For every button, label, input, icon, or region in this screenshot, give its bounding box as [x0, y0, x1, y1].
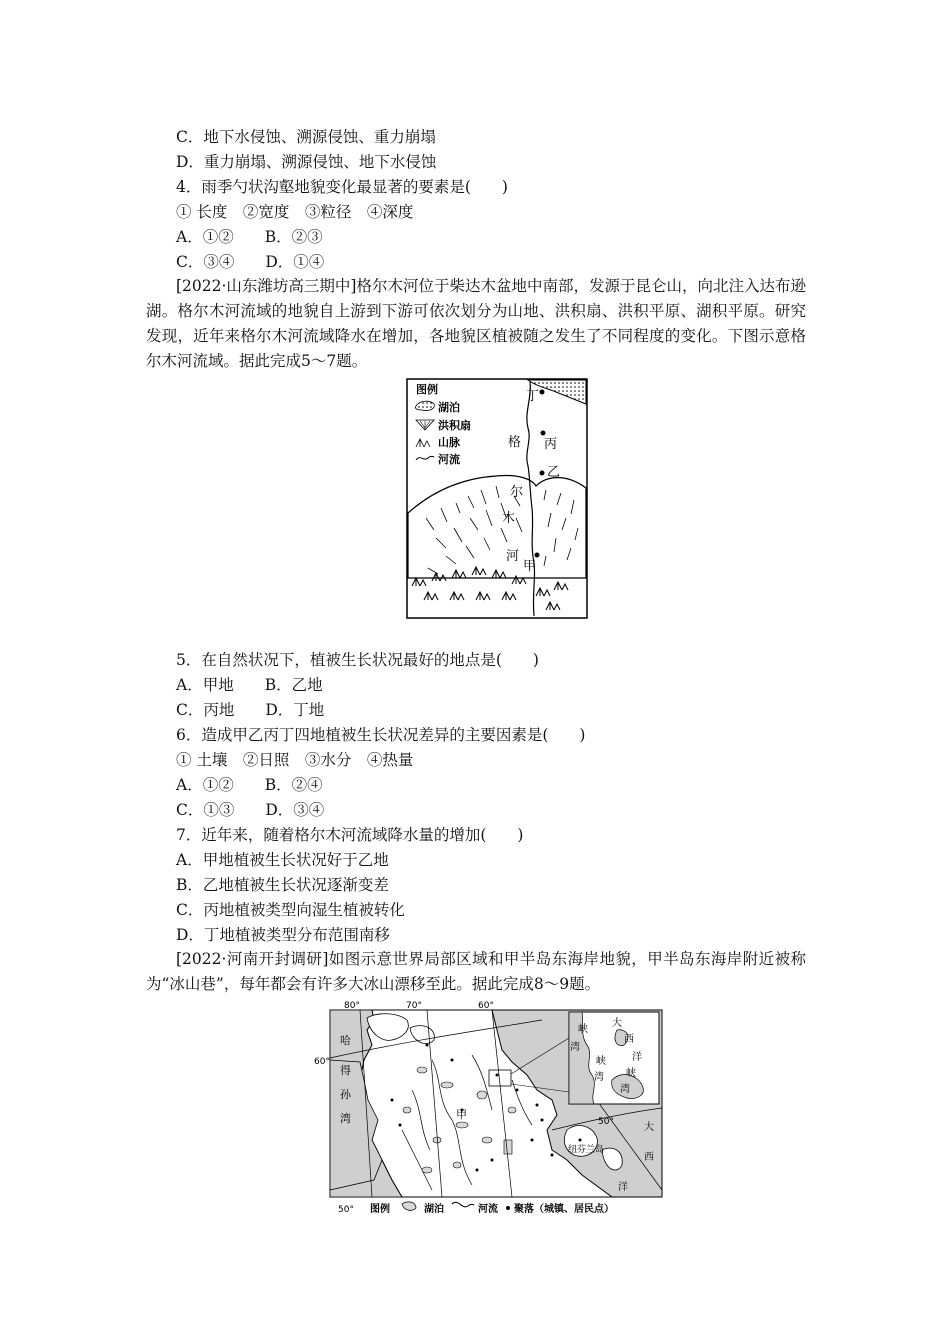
q4-elements: ① 长度 ②宽度 ③粒径 ④深度 [176, 203, 414, 221]
legend-lake: 湖泊 [438, 401, 460, 414]
atlantic-2: 西 [644, 1152, 654, 1163]
legend-river: 河流 [438, 453, 460, 466]
point-yi: 乙 [547, 465, 561, 480]
inset-fjord-2a: 峡 [596, 1056, 606, 1067]
q5-options-ab: A．甲地 B．乙地 [176, 676, 323, 694]
lon-50: 50° [338, 1205, 354, 1215]
inset-atlantic-1: 大 [612, 1018, 622, 1029]
newfoundland-label: 纽芬兰岛 [568, 1145, 605, 1155]
option-d-q3: D．重力崩塌、溯源侵蚀、地下水侵蚀 [176, 153, 437, 171]
point-jia-dot [535, 553, 540, 558]
legend-fan: 洪积扇 [438, 419, 471, 432]
intro-iceberg: [2022·河南开封调研]如图示意世界局部区域和甲半岛东海岸地貌，甲半岛东海岸附近被称为“冰山巷”，每年都会有许多大冰山漂移至此。据此完成8～9题。 [146, 950, 806, 993]
q5-options-cd: C．丙地 D．丁地 [176, 701, 325, 719]
inset-fjord-3a: 峡 [626, 1068, 636, 1079]
q4-options-cd: C．③④ D．①④ [176, 253, 325, 271]
inset-atlantic-2: 西 [624, 1034, 634, 1045]
map2-legend-settlement: 聚落（城镇、居民点） [514, 1204, 614, 1215]
river-char-1: 格 [508, 435, 522, 450]
lon-80: 80° [344, 1001, 360, 1011]
option-c-q3: C．地下水侵蚀、溯源侵蚀、重力崩塌 [176, 128, 436, 146]
intro-golmud: [2022·山东潍坊高三期中]格尔木河位于柴达木盆地中南部，发源于昆仑山，向北注入达布逊湖。格尔木河流域的地貌自上游到下游可依次划分为山地、洪积扇、洪积平原、湖积平原。研究发现，近年来格尔木河流域降水在增加，各地貌区植被随之发生了不同程度的变化。下图示意格尔木河流域。据此完成5～7题。 [146, 277, 806, 370]
point-yi-dot [540, 471, 545, 476]
q7-option-a: A．甲地植被生长状况好于乙地 [176, 851, 389, 869]
point-ding-dot [540, 390, 545, 395]
point-jia: 甲 [523, 559, 537, 574]
question-6: 6．造成甲乙丙丁四地植被生长状况差异的主要因素是( ) [176, 726, 586, 744]
inset-fjord-1b: 湾 [570, 1042, 580, 1053]
point-ding: 丁 [526, 389, 540, 404]
river-char-3: 木 [502, 511, 516, 526]
question-7: 7．近年来，随着格尔木河流域降水量的增加( ) [176, 826, 524, 844]
q7-option-d: D．丁地植被类型分布范围南移 [176, 926, 390, 944]
legend-mountain: 山脉 [438, 436, 460, 449]
river-char-2: 尔 [510, 485, 524, 500]
lon-60: 60° [478, 1001, 494, 1011]
map2-legend-river: 河流 [478, 1204, 498, 1215]
inset-fjord-2b: 湾 [594, 1072, 604, 1083]
legend-title: 图例 [416, 383, 438, 396]
inset-fjord-3b: 湾 [620, 1084, 630, 1095]
lon-70: 70° [406, 1001, 422, 1011]
inset-fjord-1a: 峡 [578, 1024, 588, 1035]
q6-options-ab: A．①② B．②④ [176, 776, 323, 794]
map2-legend-settlement-icon [506, 1206, 510, 1210]
lat-50: 50° [598, 1117, 614, 1127]
atlantic-3: 洋 [618, 1182, 628, 1193]
point-bing-dot [541, 431, 546, 436]
question-4: 4．雨季勺状沟壑地貌变化最显著的要素是( ) [176, 178, 508, 196]
q7-option-b: B．乙地植被生长状况逐渐变差 [176, 876, 389, 894]
q6-factors: ① 土壤 ②日照 ③水分 ④热量 [176, 751, 414, 769]
atlantic-1: 大 [644, 1122, 654, 1133]
q7-option-c: C．丙地植被类型向湿生植被转化 [176, 901, 405, 919]
map2-legend-lake: 湖泊 [424, 1204, 444, 1215]
point-bing: 丙 [544, 437, 558, 452]
hudson-3: 孙 [340, 1088, 351, 1101]
map2-legend-title: 图例 [370, 1204, 390, 1215]
inset-atlantic-3: 洋 [632, 1052, 642, 1063]
hudson-1: 哈 [340, 1034, 351, 1047]
golmud-map [406, 378, 588, 619]
q4-options-ab: A．①② B．②③ [176, 228, 323, 246]
lat-60: 60° [314, 1057, 330, 1067]
question-5: 5．在自然状况下，植被生长状况最好的地点是( ) [176, 651, 539, 669]
river-char-4: 河 [506, 549, 520, 564]
hudson-4: 湾 [340, 1112, 351, 1125]
peninsula-jia: 甲 [456, 1108, 467, 1121]
map2-legend-river-icon [452, 1202, 474, 1207]
labrador-map [312, 1000, 664, 1216]
map2-legend-lake-icon [402, 1202, 416, 1210]
q6-options-cd: C．①③ D．③④ [176, 801, 325, 819]
hudson-2: 得 [340, 1064, 351, 1077]
